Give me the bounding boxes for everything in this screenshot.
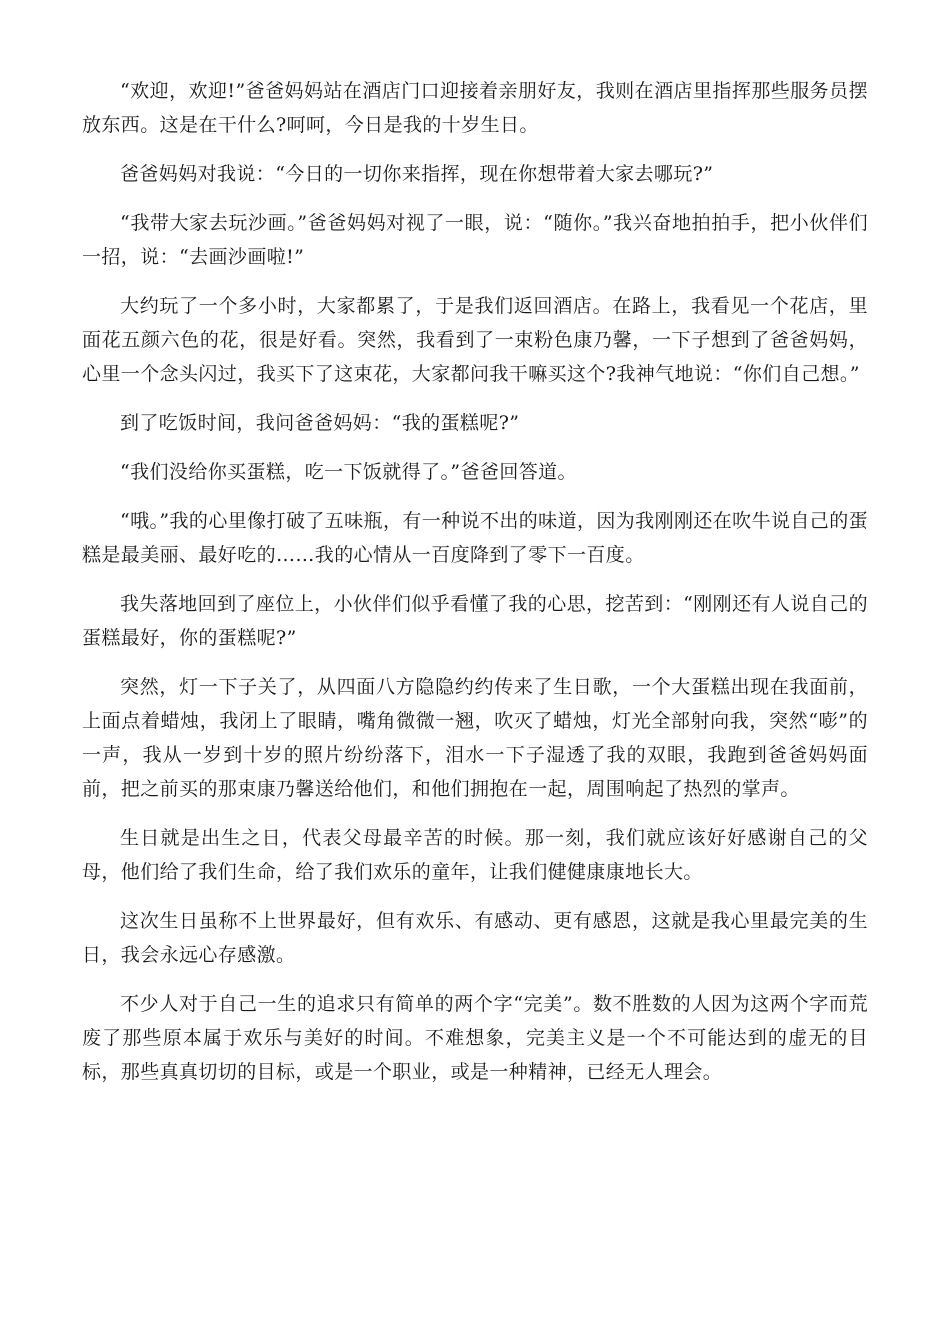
paragraph-1: “欢迎，欢迎!”爸爸妈妈站在酒店门口迎接着亲朋好友，我则在酒店里指挥那些服务员摆放东西。这是在干什么?呵呵，今日是我的十岁生日。 <box>82 80 868 136</box>
paragraph-12: 不少人对于自己一生的追求只有简单的两个字“完美”。数不胜数的人因为这两个字而荒废了那些原本属于欢乐与美好的时间。不难想象，完美主义是一个不可能达到的虚无的目标，那些真真切切的目标，或是一个职业，或是一种精神，已经无人理会。 <box>82 993 868 1083</box>
paragraph-6: “我们没给你买蛋糕，吃一下饭就得了。”爸爸回答道。 <box>120 461 577 483</box>
paragraph-2: 爸爸妈妈对我说：“今日的一切你来指挥，现在你想带着大家去哪玩?” <box>120 163 714 185</box>
paragraph-5: 到了吃饭时间，我问爸爸妈妈：“我的蛋糕呢?” <box>120 412 520 434</box>
paragraph-3: “我带大家去玩沙画。”爸爸妈妈对视了一眼，说：“随你。”我兴奋地拍拍手，把小伙伴们一招，说：“去画沙画啦!” <box>82 212 868 268</box>
paragraph-8: 我失落地回到了座位上，小伙伴们似乎看懂了我的心思，挖苦到：“刚刚还有人说自己的蛋糕最好，你的蛋糕呢?” <box>82 593 868 649</box>
paragraph-4: 大约玩了一个多小时，大家都累了，于是我们返回酒店。在路上，我看见一个花店，里面花五颜六色的花，很是好看。突然，我看到了一束粉色康乃馨，一下子想到了爸爸妈妈，心里一个念头闪过，我买下了这束花，大家都问我干嘛买这个?我神气地说：“你们自己想。” <box>82 295 868 385</box>
paragraph-11: 这次生日虽称不上世界最好，但有欢乐、有感动、更有感恩，这就是我心里最完美的生日，我会永远心存感激。 <box>82 910 868 966</box>
paragraph-9: 突然，灯一下子关了，从四面八方隐隐约约传来了生日歌，一个大蛋糕出现在我面前，上面点着蜡烛，我闭上了眼睛，嘴角微微一翘，吹灭了蜡烛，灯光全部射向我，突然“嘭”的一声，我从一岁到十岁的照片纷纷落下，泪水一下子湿透了我的双眼，我跑到爸爸妈妈面前，把之前买的那束康乃馨送给他们，和他们拥抱在一起，周围响起了热烈的掌声。 <box>82 676 868 800</box>
essay-body <box>82 74 868 1104</box>
paragraph-7: “哦。”我的心里像打破了五味瓶，有一种说不出的味道，因为我刚刚还在吹牛说自己的蛋糕是最美丽、最好吃的……我的心情从一百度降到了零下一百度。 <box>82 510 868 566</box>
paragraph-10: 生日就是出生之日，代表父母最辛苦的时候。那一刻，我们就应该好好感谢自己的父母，他们给了我们生命，给了我们欢乐的童年，让我们健健康康地长大。 <box>82 827 868 883</box>
